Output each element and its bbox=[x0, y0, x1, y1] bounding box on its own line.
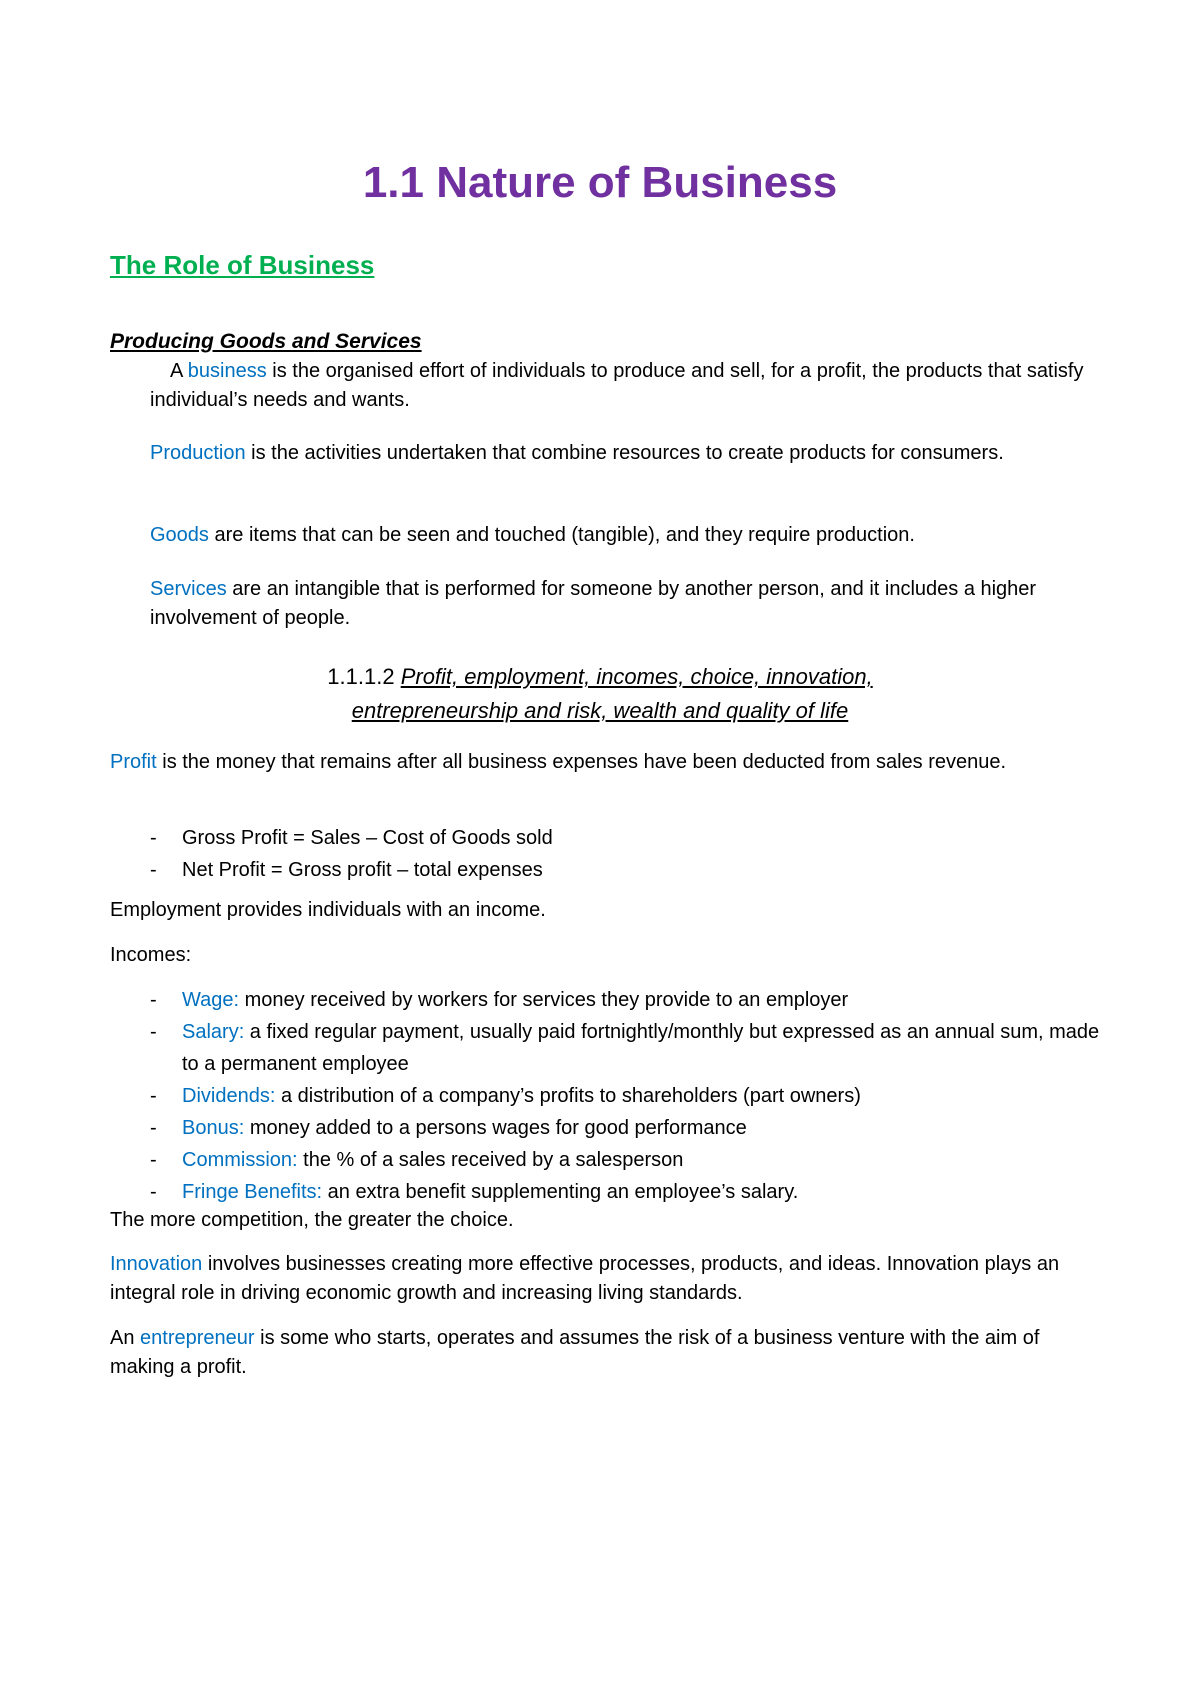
list-item: - Salary: a fixed regular payment, usually paid fortnightly/monthly but expressed as an annual sum, made to a permanent employee bbox=[150, 1021, 1100, 1075]
employment-text: Employment provides individuals with an income. bbox=[110, 899, 546, 921]
business-definition: A business is the organised effort of individuals to produce and sell, for a profit, the products that satisfy individual’s needs and wants. bbox=[150, 360, 1084, 411]
income-types-list bbox=[150, 984, 1110, 1208]
term-goods: Goods bbox=[150, 524, 209, 546]
list-item: - Net Profit = Gross profit – total expenses bbox=[150, 859, 543, 881]
subsection-heading: Producing Goods and Services bbox=[110, 330, 422, 353]
subheading-2-line-1: 1.1.1.2 Profit, employment, incomes, choice, innovation, bbox=[327, 664, 873, 689]
section-heading: The Role of Business bbox=[110, 250, 375, 280]
term-innovation: Innovation bbox=[110, 1253, 203, 1275]
entrepreneur-definition: An entrepreneur is some who starts, operates and assumes the risk of a business venture with the aim of making a profit. bbox=[110, 1327, 1040, 1378]
list-item: - Dividends: a distribution of a company’s profits to shareholders (part owners) bbox=[150, 1085, 861, 1107]
term-services: Services bbox=[150, 578, 227, 600]
profit-formula-list bbox=[150, 822, 1110, 886]
term-profit: Profit bbox=[110, 751, 157, 773]
list-item: - Fringe Benefits: an extra benefit supplementing an employee’s salary. bbox=[150, 1181, 799, 1203]
term-entrepreneur: entrepreneur bbox=[140, 1327, 255, 1349]
profit-definition: Profit is the money that remains after all business expenses have been deducted from sales revenue. bbox=[110, 751, 1007, 773]
page-title: 1.1 Nature of Business bbox=[362, 158, 838, 207]
production-definition: Production is the activities undertaken that combine resources to create products for consumers. bbox=[150, 442, 1004, 464]
term-production: Production bbox=[150, 442, 246, 464]
subheading-2 bbox=[0, 660, 1200, 728]
list-item: - Commission: the % of a sales received by a salesperson bbox=[150, 1149, 684, 1171]
subheading-2-line-2: entrepreneurship and risk, wealth and quality of life bbox=[351, 698, 849, 723]
list-item: - Gross Profit = Sales – Cost of Goods sold bbox=[150, 827, 553, 849]
incomes-label: Incomes: bbox=[110, 944, 192, 966]
goods-definition: Goods are items that can be seen and touched (tangible), and they require production. bbox=[150, 524, 915, 546]
choice-text: The more competition, the greater the choice. bbox=[110, 1209, 514, 1231]
list-item: - Bonus: money added to a persons wages for good performance bbox=[150, 1117, 747, 1139]
innovation-definition: Innovation involves businesses creating more effective processes, products, and ideas. Innovation plays an integral role in driving economic growth and increasing living standards. bbox=[110, 1253, 1060, 1304]
term-business: business bbox=[187, 360, 267, 382]
services-definition: Services are an intangible that is performed for someone by another person, and it includes a higher involvement of people. bbox=[150, 578, 1037, 629]
list-item: - Wage: money received by workers for services they provide to an employer bbox=[150, 989, 849, 1011]
